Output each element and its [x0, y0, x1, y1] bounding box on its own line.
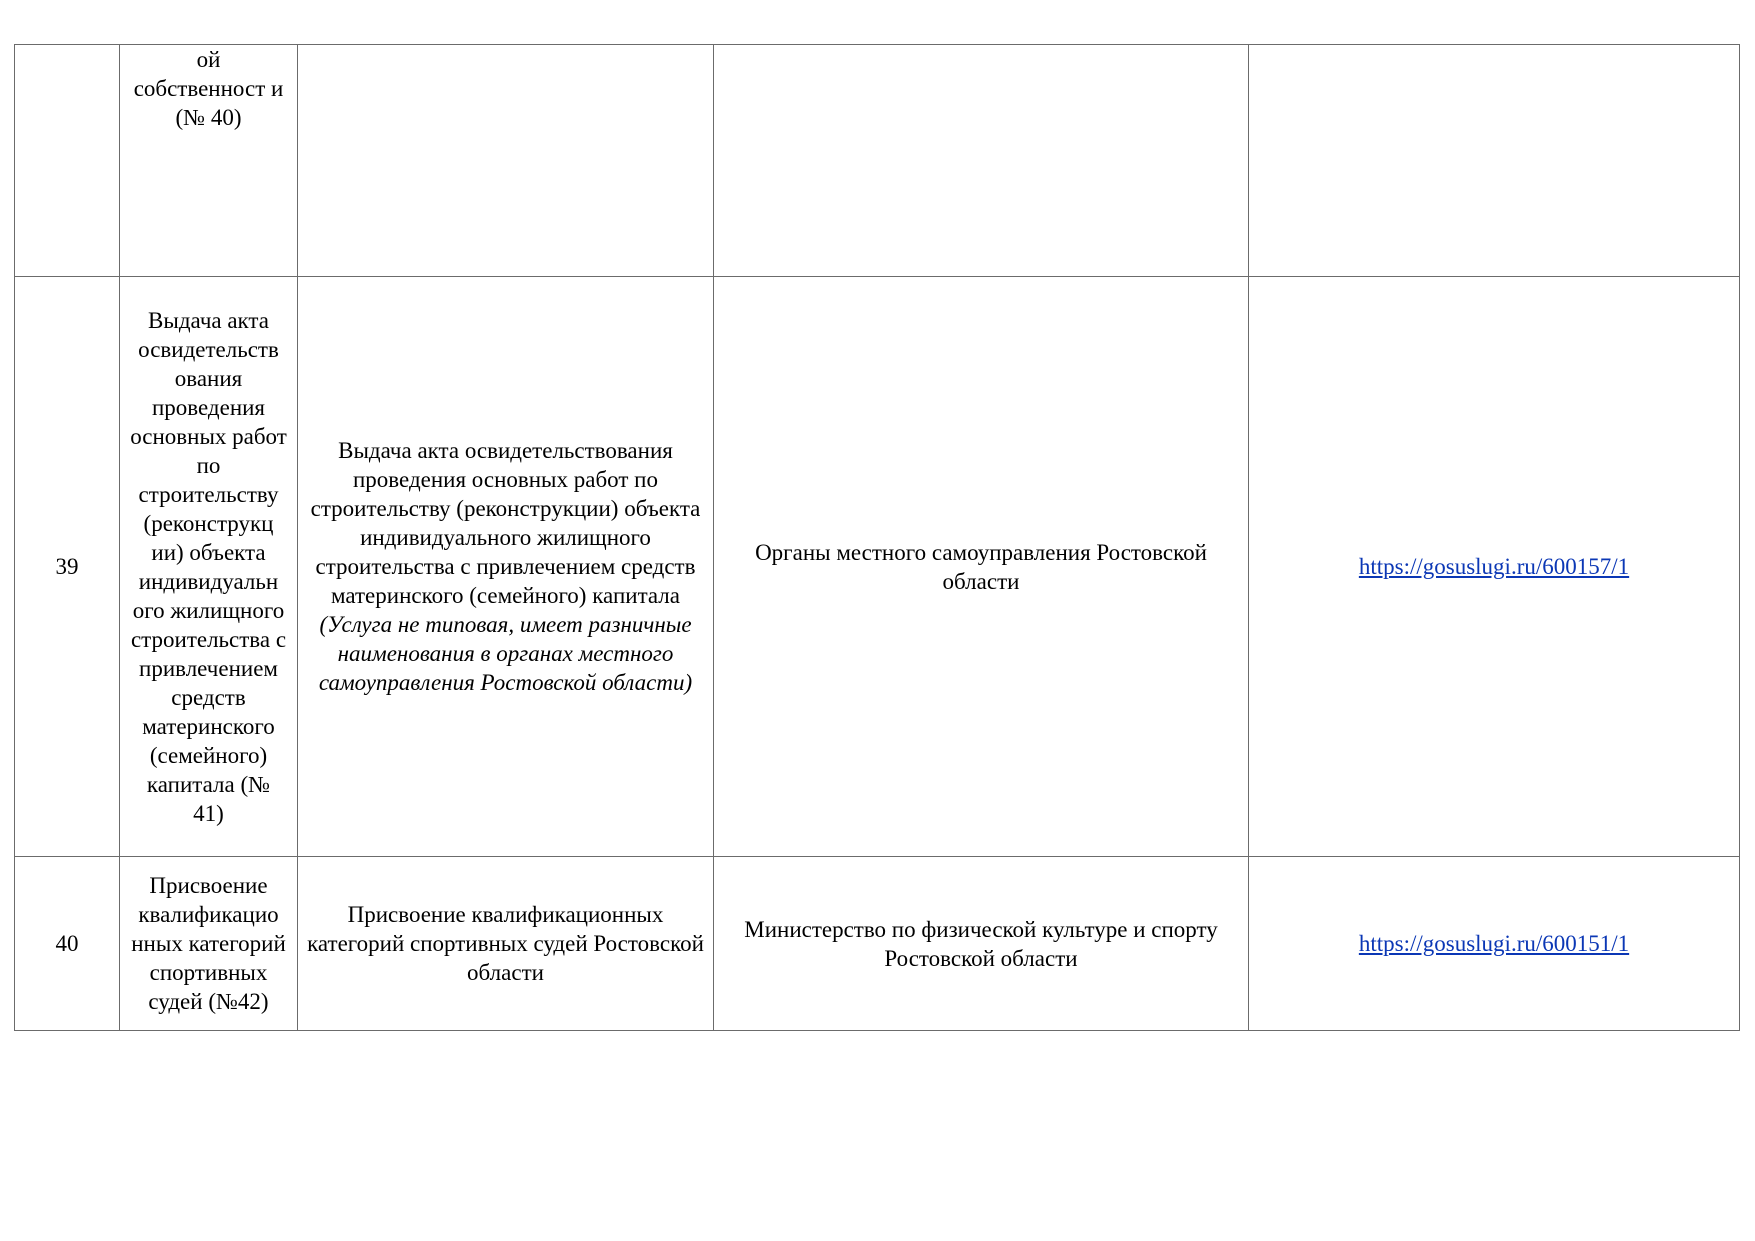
- service-full-name: [298, 857, 714, 1031]
- service-link-cell: [1249, 857, 1740, 1031]
- service-short-name: Присвоение квалификацио нных категорий спортивных судей (№42): [120, 857, 298, 1031]
- service-full-name: [298, 277, 714, 857]
- services-table: [14, 44, 1740, 1031]
- table-row: [15, 857, 1740, 1031]
- service-short-name: Выдача акта освидетельств ования проведения основных работ по строительству (реконструкц ии) объекта индивидуальн ого жилищного строительства с привлечением средств материнского (семейного) капитала (№ 41): [120, 277, 298, 857]
- service-full-name: [298, 45, 714, 277]
- service-authority: Органы местного самоуправления Ростовской области: [714, 277, 1249, 857]
- service-full-name-text: Присвоение квалификационных категорий спортивных судей Ростовской области: [307, 902, 704, 985]
- service-authority: [714, 45, 1249, 277]
- service-link-cell: [1249, 45, 1740, 277]
- row-number: [15, 45, 120, 277]
- service-full-name-text: Выдача акта освидетельствования проведения основных работ по строительству (реконструкции) объекта индивидуального жилищного строительства с привлечением средств материнского (семейного) капитала: [310, 438, 701, 608]
- service-authority: Министерство по физической культуре и спорту Ростовской области: [714, 857, 1249, 1031]
- row-number: 39: [15, 277, 120, 857]
- row-number: 40: [15, 857, 120, 1031]
- gosuslugi-link[interactable]: https://gosuslugi.ru/600151/1: [1358, 931, 1630, 956]
- service-link-cell: [1249, 277, 1740, 857]
- service-short-name: ой собственност и (№ 40): [120, 45, 298, 277]
- gosuslugi-link[interactable]: https://gosuslugi.ru/600157/1: [1358, 554, 1630, 579]
- table-row: [15, 277, 1740, 857]
- service-full-name-note: (Услуга не типовая, имеет разничные наименования в органах местного самоуправления Ростовской области): [318, 612, 693, 695]
- table-row: [15, 45, 1740, 277]
